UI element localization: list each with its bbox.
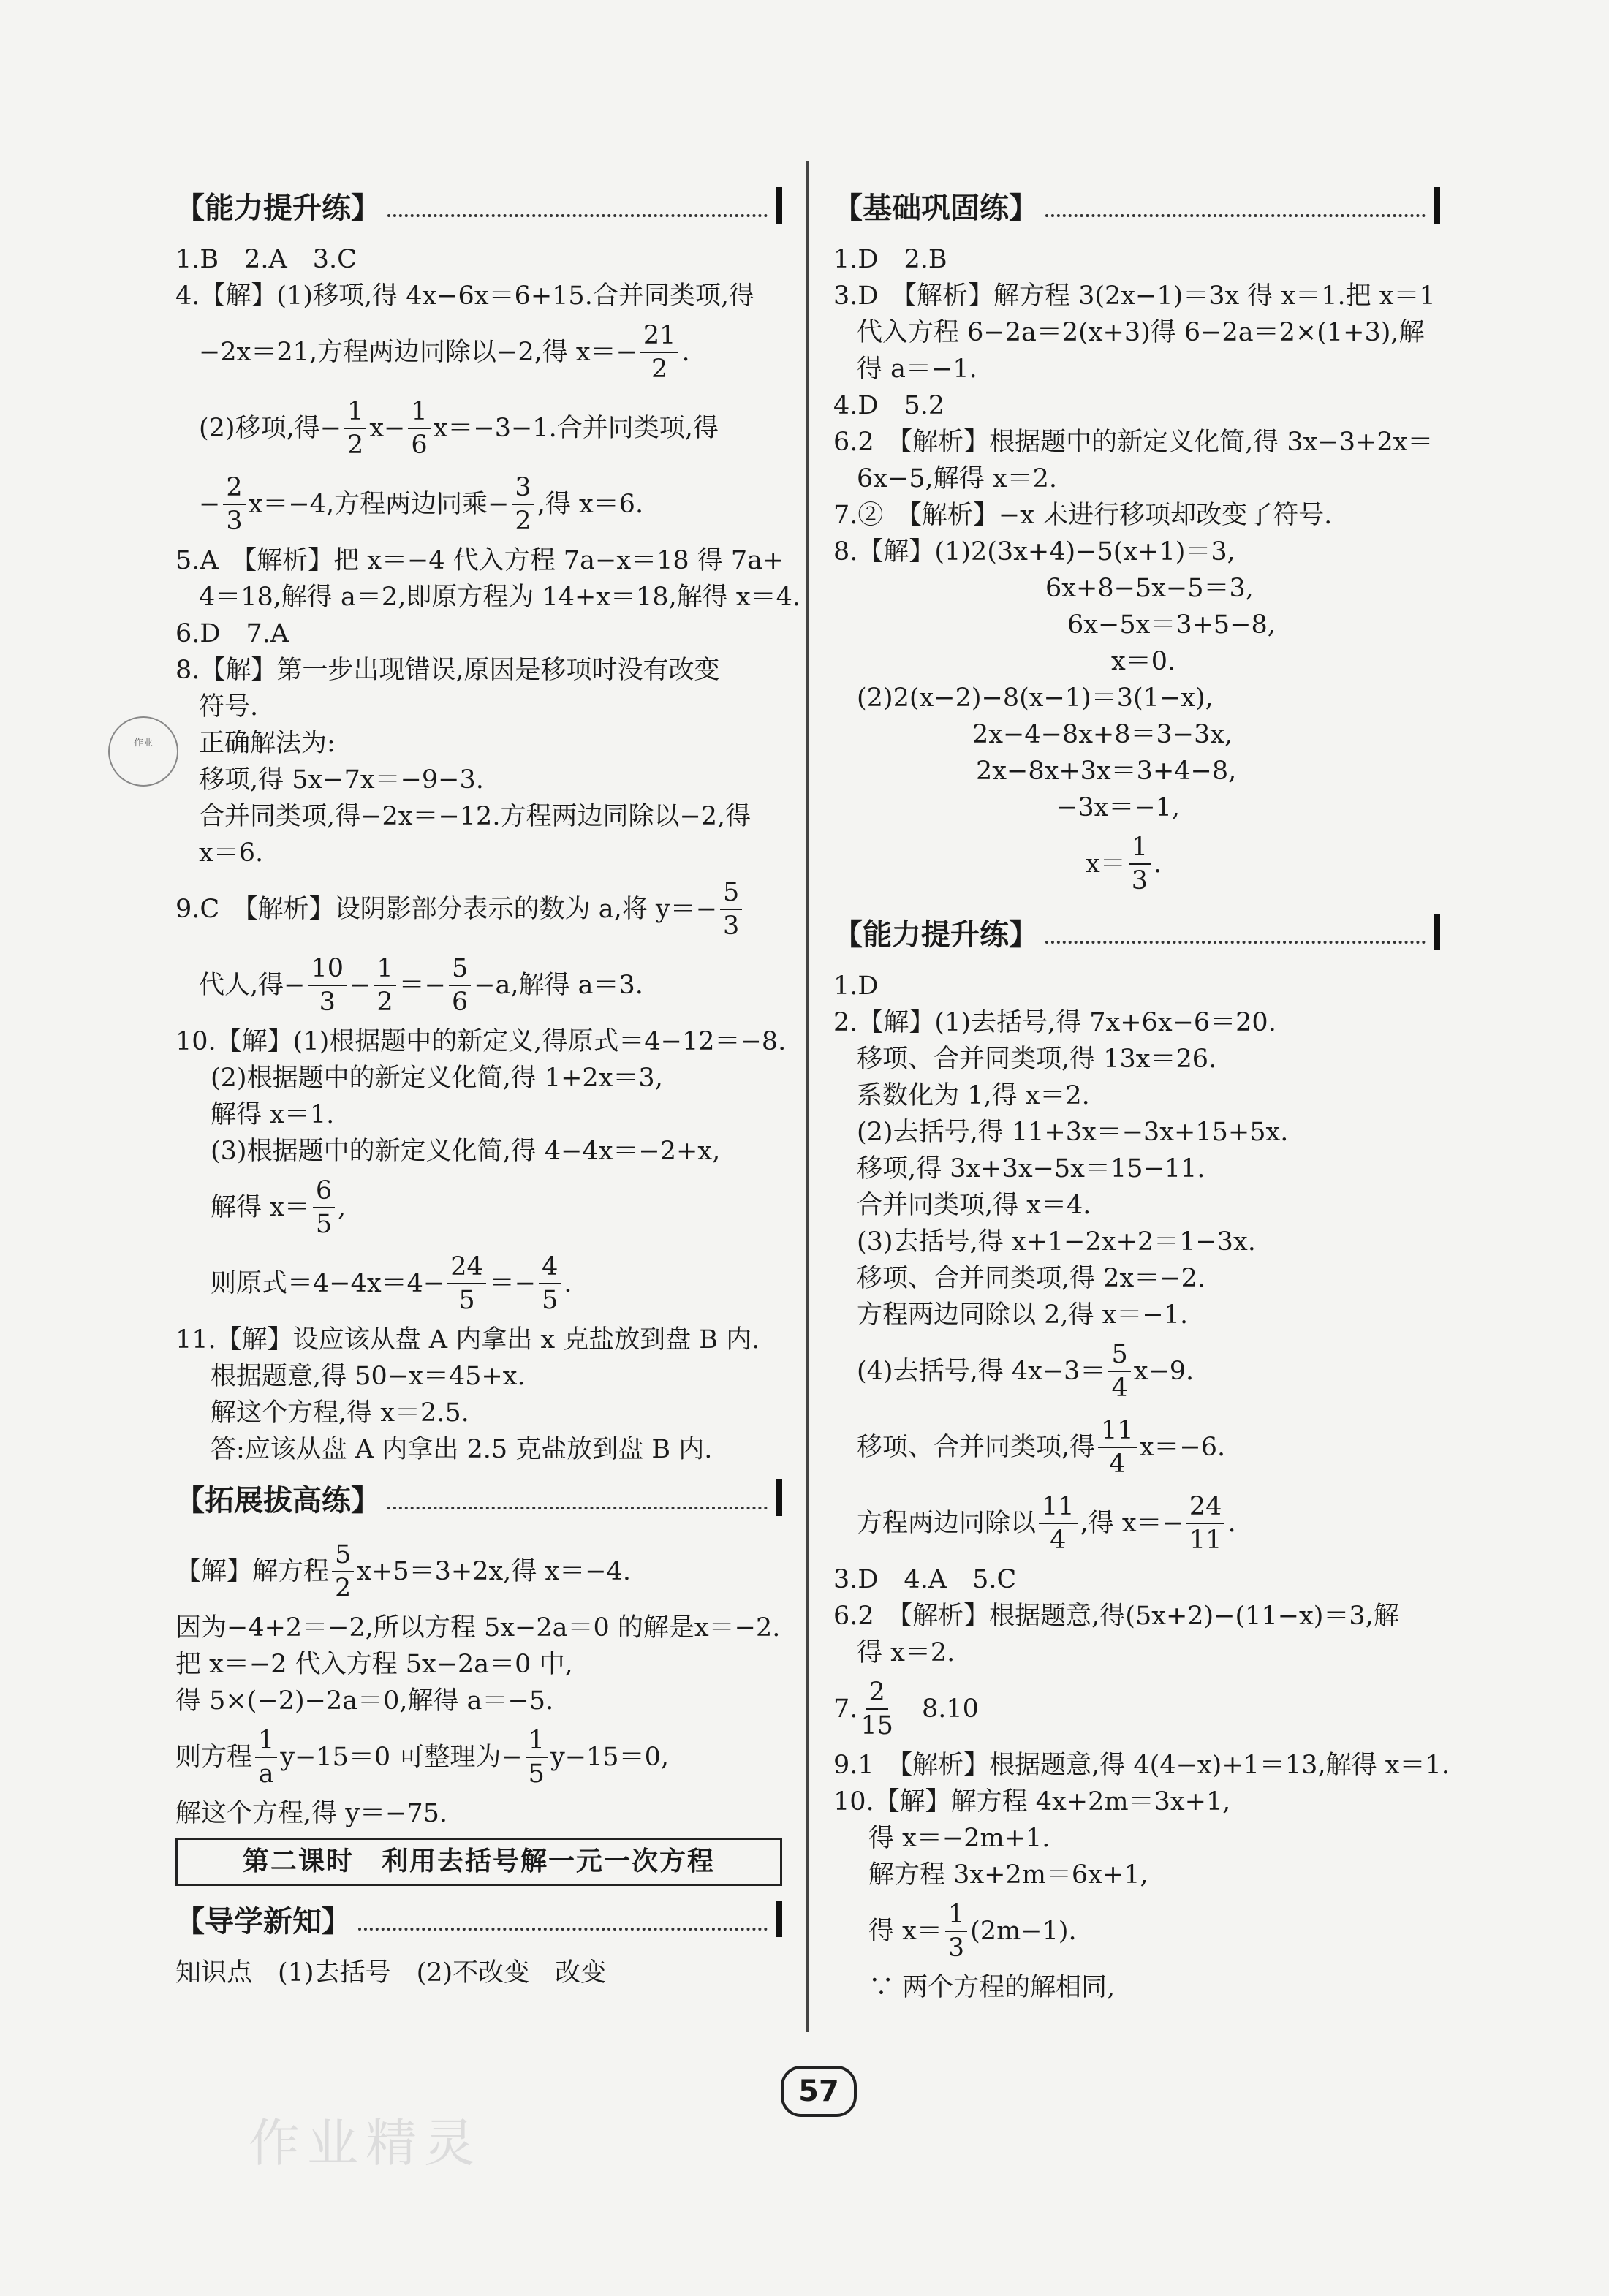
answer-line: x＝ 1 3 . — [1086, 833, 1162, 895]
answer-line: 解方程 3x+2m＝6x+1, — [868, 1860, 1148, 1890]
answer-line: 6.D 7.A — [175, 619, 289, 648]
answer-line: 5.A 【解析】把 x＝−4 代入方程 7a−x＝18 得 7a+ — [175, 546, 784, 575]
answer-line: 解得 x＝ 6 5 , — [211, 1176, 347, 1239]
answer-line: 代入方程 6−2a＝2(x+3)得 6−2a＝2×(1+3),解 — [857, 318, 1425, 347]
answer-line: 9.C 【解析】设阴影部分表示的数为 a,将 y＝− $\frac{5}{3}$ — [175, 871, 782, 947]
page-number: 57 — [781, 2066, 857, 2117]
answer-line: (3)去括号,得 x+1−2x+2＝1−3x. — [857, 1227, 1256, 1257]
answer-line: − $\frac{2}{3}$ x＝−4,方程两边同乘− $\frac{3}{2}$ ,得 x＝6. — [199, 473, 644, 536]
watermark: 作业精灵 — [249, 2113, 482, 2173]
answer-line: 根据题意,得 50−x＝45+x. — [211, 1362, 526, 1391]
answer-line: 方程两边同除以 11 4 ,得 x＝− $\frac{24}{11}$ . — [857, 1492, 1236, 1555]
answer-line: 8.【解】(1)2(3x+4)−5(x+1)＝3, — [833, 537, 1235, 567]
answer-line: 4＝18,解得 a＝2,即原方程为 14+x＝18,解得 x＝4. — [199, 583, 800, 612]
stamp-mark: 作业 — [108, 716, 178, 787]
answer-line: 移项、合并同类项,得 11 4 x＝−6. — [857, 1416, 1226, 1479]
answer-line: 代人,得− $\frac{10}{3}$ − $\frac{1}{2}$ ＝− $\frac{5}{6}$ −a,解得 a＝3. — [199, 954, 643, 1017]
answer-line: (2)2(x−2)−8(x−1)＝3(1−x), — [857, 683, 1214, 713]
answer-line: 移项,得 3x+3x−5x＝15−11. — [857, 1154, 1205, 1183]
answer-line: 得 a＝−1. — [857, 355, 977, 384]
answer-line: −3x＝−1, — [1056, 793, 1181, 822]
answer-line: (2)移项,得− $\frac{1}{2}$ x− $\frac{1}{6}$ x＝−3−1.合并同类项,得 — [199, 397, 719, 460]
answer-line: 1.B 2.A 3.C — [175, 245, 357, 274]
answer-line: 6.2 【解析】根据题意,得(5x+2)−(11−x)＝3,解 — [833, 1602, 1399, 1631]
answer-line: 7.② 【解析】−x 未进行移项却改变了符号. — [833, 501, 1333, 530]
answer-line: 7. 2 15 8.10 — [833, 1678, 979, 1740]
answer-line: 合并同类项,得 x＝4. — [857, 1191, 1091, 1220]
answer-line: 4.D 5.2 — [833, 391, 945, 420]
section-header-extension: 【拓展拔高练】 — [175, 1472, 782, 1523]
section-header-basic: 【基础巩固练】 — [833, 180, 1440, 231]
column-divider — [806, 161, 809, 2032]
answer-line: 6.2 【解析】根据题中的新定义化简,得 3x−3+2x＝ — [833, 428, 1434, 457]
answer-line: 11.【解】设应该从盘 A 内拿出 x 克盐放到盘 B 内. — [175, 1325, 760, 1355]
answer-line: 得 5×(−2)−2a＝0,解得 a＝−5. — [175, 1686, 554, 1716]
answer-line: 知识点 (1)去括号 (2)不改变 改变 — [175, 1958, 607, 1988]
answer-line: 解这个方程,得 x＝2.5. — [211, 1398, 469, 1428]
answer-line: 则方程 1 a y−15＝0 可整理为− $\frac{1}{5}$ y−15＝0, — [175, 1726, 669, 1789]
answer-line: 因为−4+2＝−2,所以方程 5x−2a＝0 的解是x＝−2. — [175, 1613, 781, 1643]
answer-line: 2x−4−8x+8＝3−3x, — [972, 720, 1233, 749]
answer-line: 2.【解】(1)去括号,得 7x+6x−6＝20. — [833, 1008, 1276, 1037]
answer-line: 1.D 2.B — [833, 245, 947, 274]
answer-line: −2x＝21,方程两边同除以−2,得 x＝− $\frac{21}{2}$ . — [199, 321, 690, 384]
answer-line: 移项、合并同类项,得 13x＝26. — [857, 1045, 1217, 1074]
answer-line: 得 x＝2. — [857, 1638, 955, 1667]
answer-line: (3)根据题中的新定义化简,得 4−4x＝−2+x, — [211, 1137, 721, 1166]
answer-line: 6x+8−5x−5＝3, — [1045, 574, 1254, 603]
answer-line: 4.【解】(1)移项,得 4x−6x＝6+15.合并同类项,得 — [175, 281, 754, 311]
answer-line: 10.【解】(1)根据题中的新定义,得原式＝4−12＝−8. — [175, 1027, 787, 1056]
answer-line: 合并同类项,得−2x＝−12.方程两边同除以−2,得 — [199, 802, 752, 831]
lesson-title-box: 第二课时 利用去括号解一元一次方程 — [175, 1838, 782, 1886]
section-header-guide: 【导学新知】 — [175, 1893, 782, 1944]
answer-line: 得 x＝ 1 3 (2m−1). — [868, 1900, 1077, 1963]
answer-line: 正确解法为: — [199, 729, 336, 758]
answer-line: ∵ 两个方程的解相同, — [868, 1973, 1116, 2002]
answer-line: 移项、合并同类项,得 2x＝−2. — [857, 1264, 1205, 1293]
right-column — [833, 175, 1450, 2006]
answer-line: 把 x＝−2 代入方程 5x−2a＝0 中, — [175, 1650, 573, 1679]
answer-line: (4)去括号,得 4x−3＝ 5 4 x−9. — [857, 1340, 1195, 1403]
answer-line: 1.D — [833, 971, 879, 1001]
answer-line: x＝0. — [1111, 647, 1176, 676]
answer-line: 则原式＝4−4x＝4− $\frac{24}{5}$ ＝− $\frac{4}{5}$ . — [211, 1252, 572, 1315]
answer-line: 9.1 【解析】根据题意,得 4(4−x)+1＝13,解得 x＝1. — [833, 1751, 1450, 1780]
answer-line: 符号. — [199, 692, 259, 721]
answer-line: 【解】解方程 5 2 x+5＝3+2x,得 x＝−4. — [175, 1540, 631, 1603]
answer-line: 6x−5x＝3+5−8, — [1067, 610, 1276, 640]
answer-line: (2)根据题中的新定义化简,得 1+2x＝3, — [211, 1064, 663, 1093]
answer-line: 解得 x＝1. — [211, 1100, 335, 1129]
answer-line: 3.D 【解析】解方程 3(2x−1)＝3x 得 x＝1.把 x＝1 — [833, 281, 1436, 311]
left-column — [175, 175, 800, 1991]
answer-line: 10.【解】解方程 4x+2m＝3x+1, — [833, 1787, 1231, 1816]
answer-line: 2x−8x+3x＝3+4−8, — [976, 757, 1237, 786]
answer-line: 方程两边同除以 2,得 x＝−1. — [857, 1300, 1189, 1330]
answer-line: 3.D 4.A 5.C — [833, 1565, 1017, 1594]
section-header-ability: 【能力提升练】 — [175, 180, 782, 231]
answer-line: 6x−5,解得 x＝2. — [857, 464, 1057, 493]
answer-line: 移项,得 5x−7x＝−9−3. — [199, 765, 484, 795]
answer-line: 8.【解】第一步出现错误,原因是移项时没有改变 — [175, 656, 720, 685]
answer-line: (2)去括号,得 11+3x＝−3x+15+5x. — [857, 1118, 1289, 1147]
section-header-ability: 【能力提升练】 — [833, 906, 1440, 958]
answer-line: x＝6. — [199, 838, 264, 868]
answer-line: 得 x＝−2m+1. — [868, 1824, 1050, 1853]
answer-line: 解这个方程,得 y＝−75. — [175, 1799, 448, 1828]
answer-line: 答:应该从盘 A 内拿出 2.5 克盐放到盘 B 内. — [211, 1435, 713, 1464]
answer-line: 系数化为 1,得 x＝2. — [857, 1081, 1090, 1110]
